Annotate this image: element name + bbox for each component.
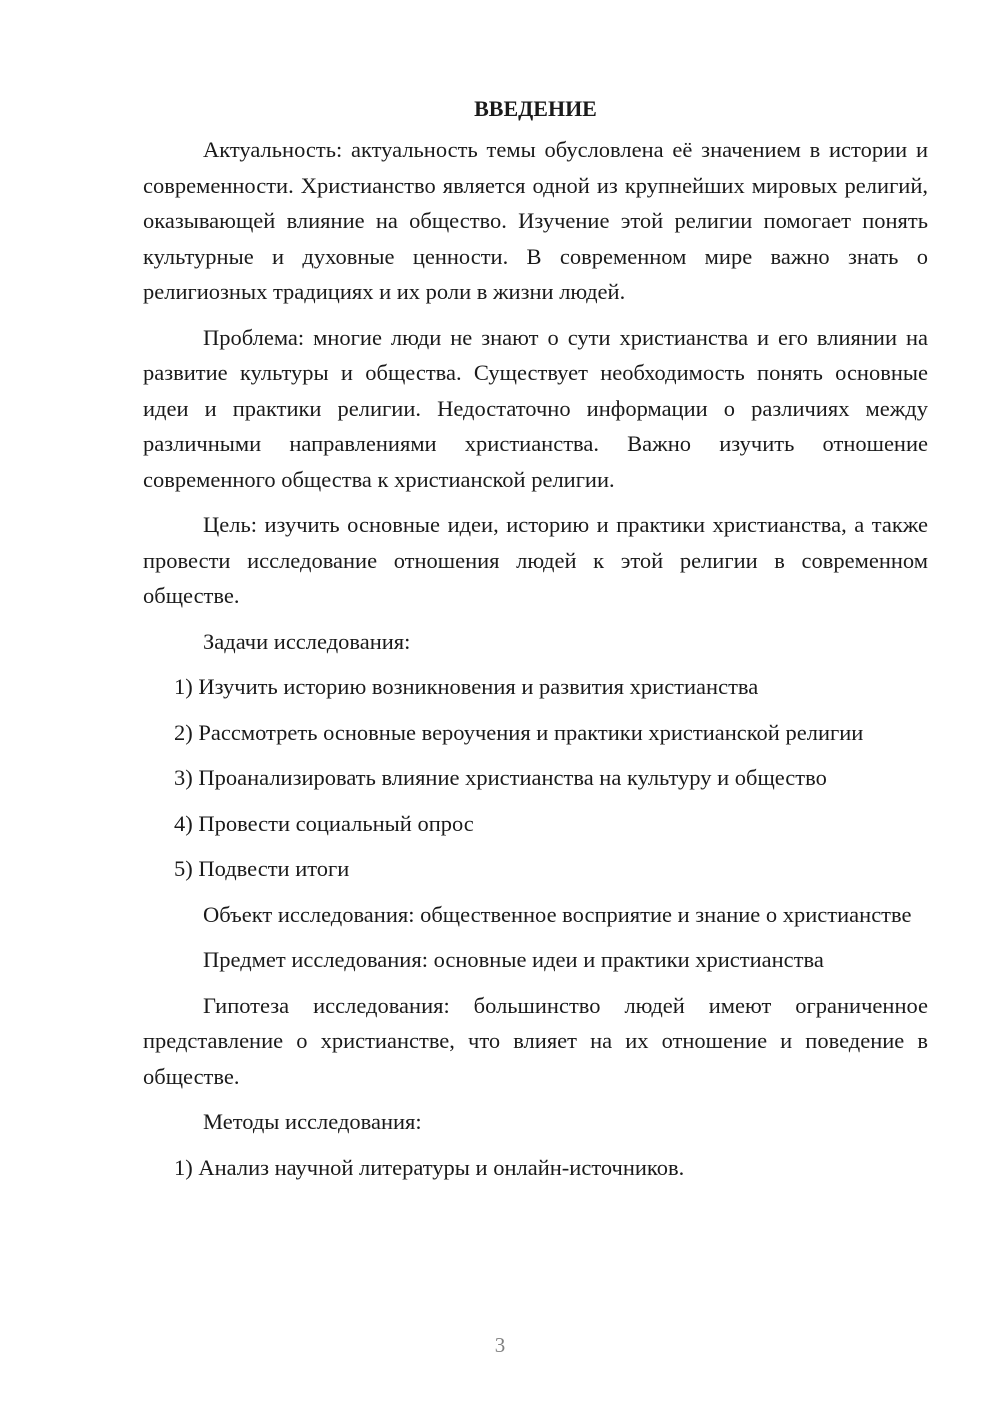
goal-paragraph: Цель: изучить основные идеи, историю и практики христианства, а также провести исследование отношения людей к этой религии в современном обществе.: [143, 512, 928, 608]
hypothesis-paragraph: Гипотеза исследования: большинство людей имеют ограниченное представление о христианстве, что влияет на их отношение и поведение в обществе.: [143, 992, 928, 1089]
task-item: 3) Проанализировать влияние христианства на культуру и общество: [174, 765, 827, 790]
task-item: 4) Провести социальный опрос: [174, 810, 474, 836]
problem-paragraph: Проблема: многие люди не знают о сути христианства и его влиянии на развитие культуры и общества. Существует необходимость понять основные идеи и практики религии. Недостаточно информации о различиях между различными направлениями христианства. Важно изучить отношение современного общества к христианской религии.: [143, 324, 928, 492]
section-title: ВВЕДЕНИЕ: [474, 96, 597, 121]
task-item: 5) Подвести итоги: [174, 856, 350, 881]
task-item: 1) Изучить историю возникновения и развития христианства: [174, 674, 759, 699]
relevance-paragraph: Актуальность: актуальность темы обусловлена её значением в истории и современности. Христианство является одной из крупнейших мировых религий, оказывающей влияние на общество. Изучение этой религии помогает понять культурные и духовные ценности. В современном мире важно знать о религиозных традициях и их роли в жизни людей.: [143, 137, 928, 304]
method-item: 1) Анализ научной литературы и онлайн-источников.: [174, 1154, 685, 1180]
object-paragraph: Объект исследования: общественное восприятие и знание о христианстве: [203, 901, 912, 927]
tasks-heading: Задачи исследования:: [203, 628, 411, 654]
page-number: 3: [494, 1333, 506, 1357]
task-item: 2) Рассмотреть основные вероучения и практики христианской религии: [174, 719, 864, 745]
document-page: [143, 92, 928, 1195]
methods-heading: Методы исследования:: [203, 1109, 422, 1134]
subject-paragraph: Предмет исследования: основные идеи и практики христианства: [203, 947, 824, 972]
